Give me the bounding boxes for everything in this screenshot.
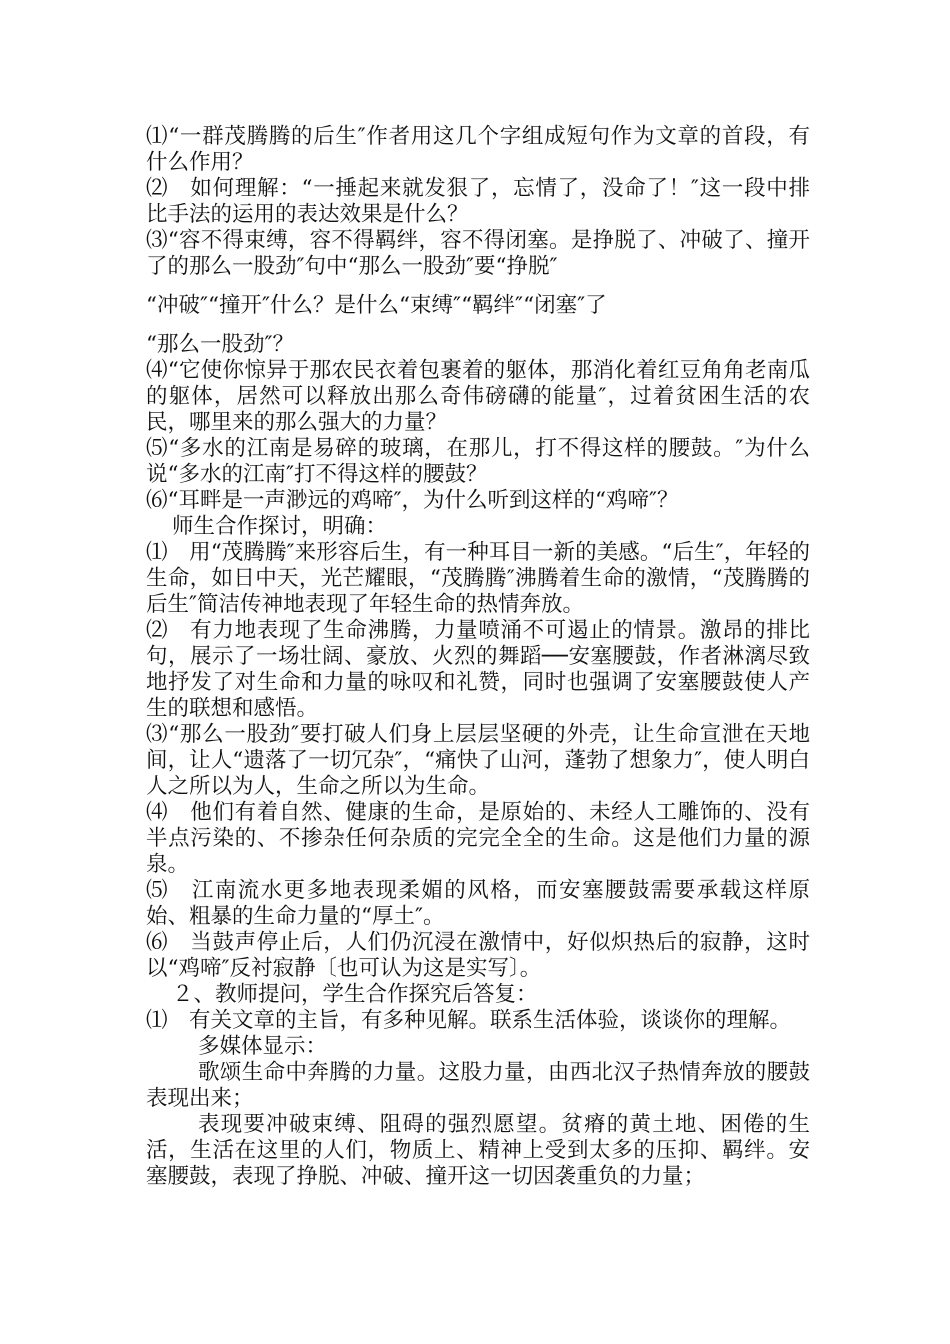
document-body [146,124,810,1190]
answer-1: ⑴ 用“茂腾腾″来形容后生，有一种耳目一新的美感。“后生″，年轻的生命，如日中天，光芒耀眼，“茂腾腾″沸腾着生命的激情，“茂腾腾的后生″简洁传神地表现了年轻生命的热情奔放。 [146,540,810,617]
theme-point-1: 歌颂生命中奔腾的力量。这股力量，由西北汉子热情奔放的腰鼓表现出来； [146,1060,810,1111]
question-5: ⑸“多水的江南是易碎的玻璃，在那儿，打不得这样的腰鼓。″为什么说“多水的江南″打不得这样的腰鼓？ [146,436,810,487]
theme-point-2: 表现要冲破束缚、阻碍的强烈愿望。贫瘠的黄土地、困倦的生活，生活在这里的人们，物质上、精神上受到太多的压抑、羁绊。安塞腰鼓，表现了挣脱、冲破、撞开这一切因袭重负的力量； [146,1112,810,1189]
question-3: ⑶“容不得束缚，容不得羁绊，容不得闭塞。是挣脱了、冲破了、撞开了的那么一股劲″句中“那么一股劲″要“挣脱″ [146,228,810,279]
theme-question: ⑴ 有关文章的主旨，有多种见解。联系生活体验，谈谈你的理解。 [146,1008,792,1033]
question-2: ⑵ 如何理解：“一捶起来就发狠了，忘情了，没命了！″这一段中排比手法的运用的表达效果是什么？ [146,176,810,227]
teacher-question-heading: ２、教师提问，学生合作探究后答复： [172,982,538,1007]
answer-2: ⑵ 有力地表现了生命沸腾，力量喷涌不可遏止的情景。激昂的排比句，展示了一场壮阔、豪放、火烈的舞蹈──安塞腰鼓，作者淋漓尽致地抒发了对生命和力量的咏叹和礼赞，同时也强调了安塞腰鼓使人产生的联想和感悟。 [146,618,810,721]
question-3-cont-a: “冲破″“撞开″什么？是什么“束缚″“羁绊″“闭塞″了 [146,293,607,318]
question-1: ⑴“一群茂腾腾的后生″作者用这几个字组成短句作为文章的首段，有什么作用？ [146,124,810,175]
question-3-cont-b: “那么一股劲″？ [146,332,295,357]
question-4: ⑷“它使你惊异于那农民衣着包裹着的躯体，那消化着红豆角角老南瓜的躯体，居然可以释放出那么奇伟磅礴的能量″，过着贫困生活的农民，哪里来的那么强大的力量？ [146,358,810,435]
answer-5: ⑸ 江南流水更多地表现柔媚的风格，而安塞腰鼓需要承载这样原始、粗暴的生命力量的“厚土″。 [146,878,810,929]
discussion-heading: 师生合作探讨，明确： [172,514,388,539]
answer-3: ⑶“那么一股劲″要打破人们身上层层坚硬的外壳，让生命宣泄在天地间，让人“遗落了一切冗杂″，“痛快了山河，蓬勃了想象力″，使人明白人之所以为人，生命之所以为生命。 [146,722,810,799]
answer-4: ⑷ 他们有着自然、健康的生命，是原始的、未经人工雕饰的、没有半点污染的、不掺杂任何杂质的完完全全的生命。这是他们力量的源泉。 [146,800,810,877]
question-6: ⑹“耳畔是一声渺远的鸡啼″，为什么听到这样的“鸡啼″？ [146,488,679,513]
answer-6: ⑹ 当鼓声停止后，人们仍沉浸在激情中，好似炽热后的寂静，这时以“鸡啼″反衬寂静〔也可认为这是实写〕。 [146,930,810,981]
multimedia-label: 多媒体显示： [198,1034,328,1059]
